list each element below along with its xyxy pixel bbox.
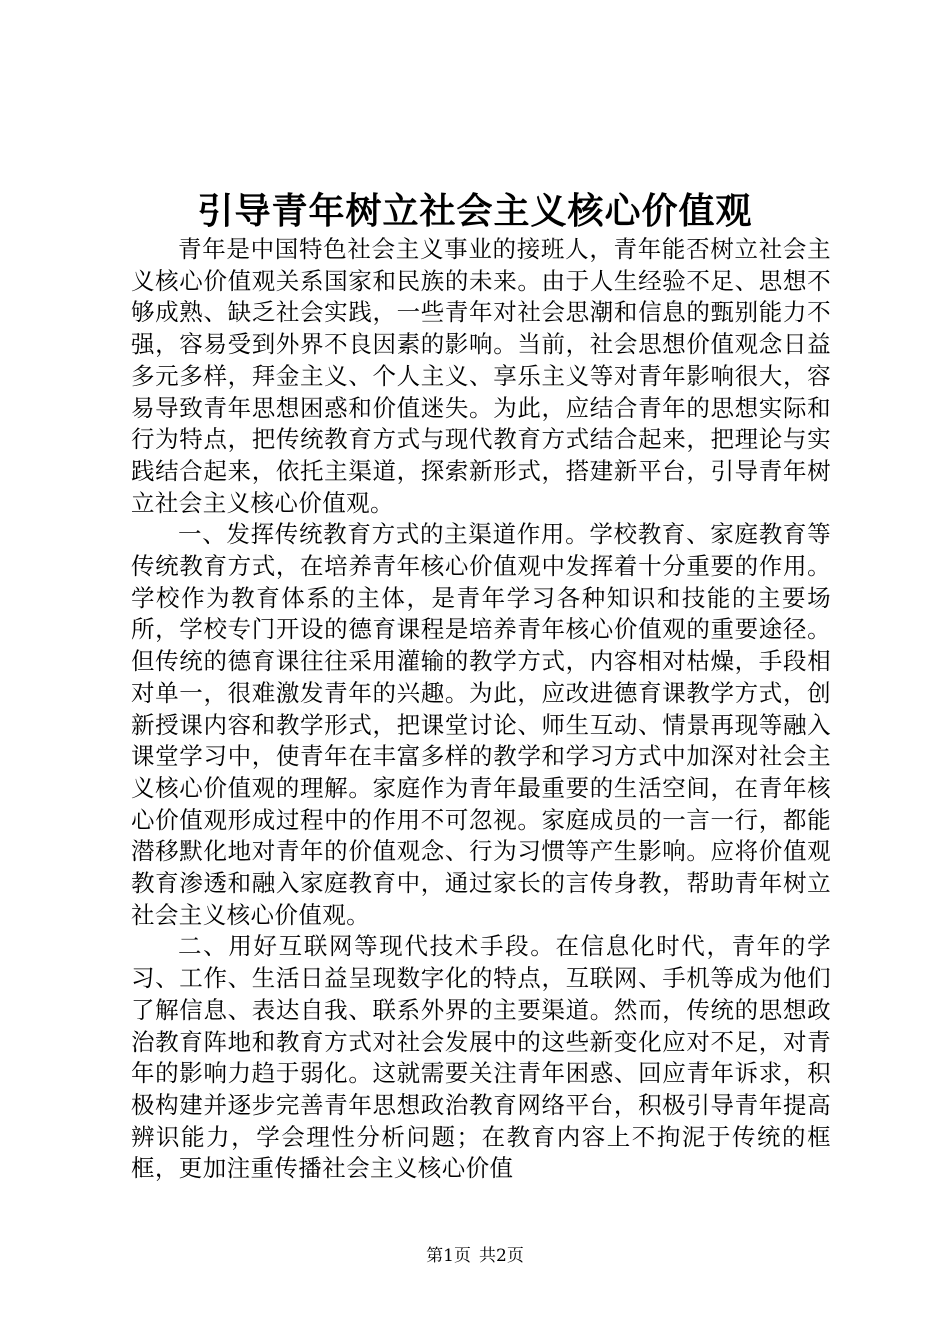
page-footer bbox=[0, 1244, 950, 1268]
page-number: 第1页 bbox=[426, 1246, 471, 1266]
document-title: 引导青年树立社会主义核心价值观 bbox=[197, 190, 753, 232]
page-total: 共2页 bbox=[479, 1246, 524, 1266]
paragraph-intro: 青年是中国特色社会主义事业的接班人，青年能否树立社会主义核心价值观关系国家和民族的未来。由于人生经验不足、思想不够成熟、缺乏社会实践，一些青年对社会思潮和信息的甄别能力不强，容易受到外界不良因素的影响。当前，社会思想价值观念日益多元多样，拜金主义、个人主义、享乐主义等对青年影响很大，容易导致青年思想困惑和价值迷失。为此，应结合青年的思想实际和行为特点，把传统教育方式与现代教育方式结合起来，把理论与实践结合起来，依托主渠道，探索新形式，搭建新平台，引导青年树立社会主义核心价值观。 bbox=[131, 235, 831, 517]
paragraph-section-one: 一、发挥传统教育方式的主渠道作用。学校教育、家庭教育等传统教育方式，在培养青年核心价值观中发挥着十分重要的作用。学校作为教育体系的主体，是青年学习各种知识和技能的主要场所，学校专门开设的德育课程是培养青年核心价值观的重要途径。但传统的德育课往往采用灌输的教学方式，内容相对枯燥，手段相对单一，很难激发青年的兴趣。为此，应改进德育课教学方式，创新授课内容和教学形式，把课堂讨论、师生互动、情景再现等融入课堂学习中，使青年在丰富多样的教学和学习方式中加深对社会主义核心价值观的理解。家庭作为青年最重要的生活空间，在青年核心价值观形成过程中的作用不可忽视。家庭成员的一言一行，都能潜移默化地对青年的价值观念、行为习惯等产生影响。应将价值观教育渗透和融入家庭教育中，通过家长的言传身教，帮助青年树立社会主义核心价值观。 bbox=[131, 520, 831, 929]
paragraph-section-two: 二、用好互联网等现代技术手段。在信息化时代，青年的学习、工作、生活日益呈现数字化的特点，互联网、手机等成为他们了解信息、表达自我、联系外界的主要渠道。然而，传统的思想政治教育阵地和教育方式对社会发展中的这些新变化应对不足，对青年的影响力趋于弱化。这就需要关注青年困惑、回应青年诉求，积极构建并逐步完善青年思想政治教育网络平台，积极引导青年提高辨识能力，学会理性分析问题；在教育内容上不拘泥于传统的框框，更加注重传播社会主义核心价值 bbox=[131, 932, 831, 1183]
document-body bbox=[131, 234, 831, 1185]
